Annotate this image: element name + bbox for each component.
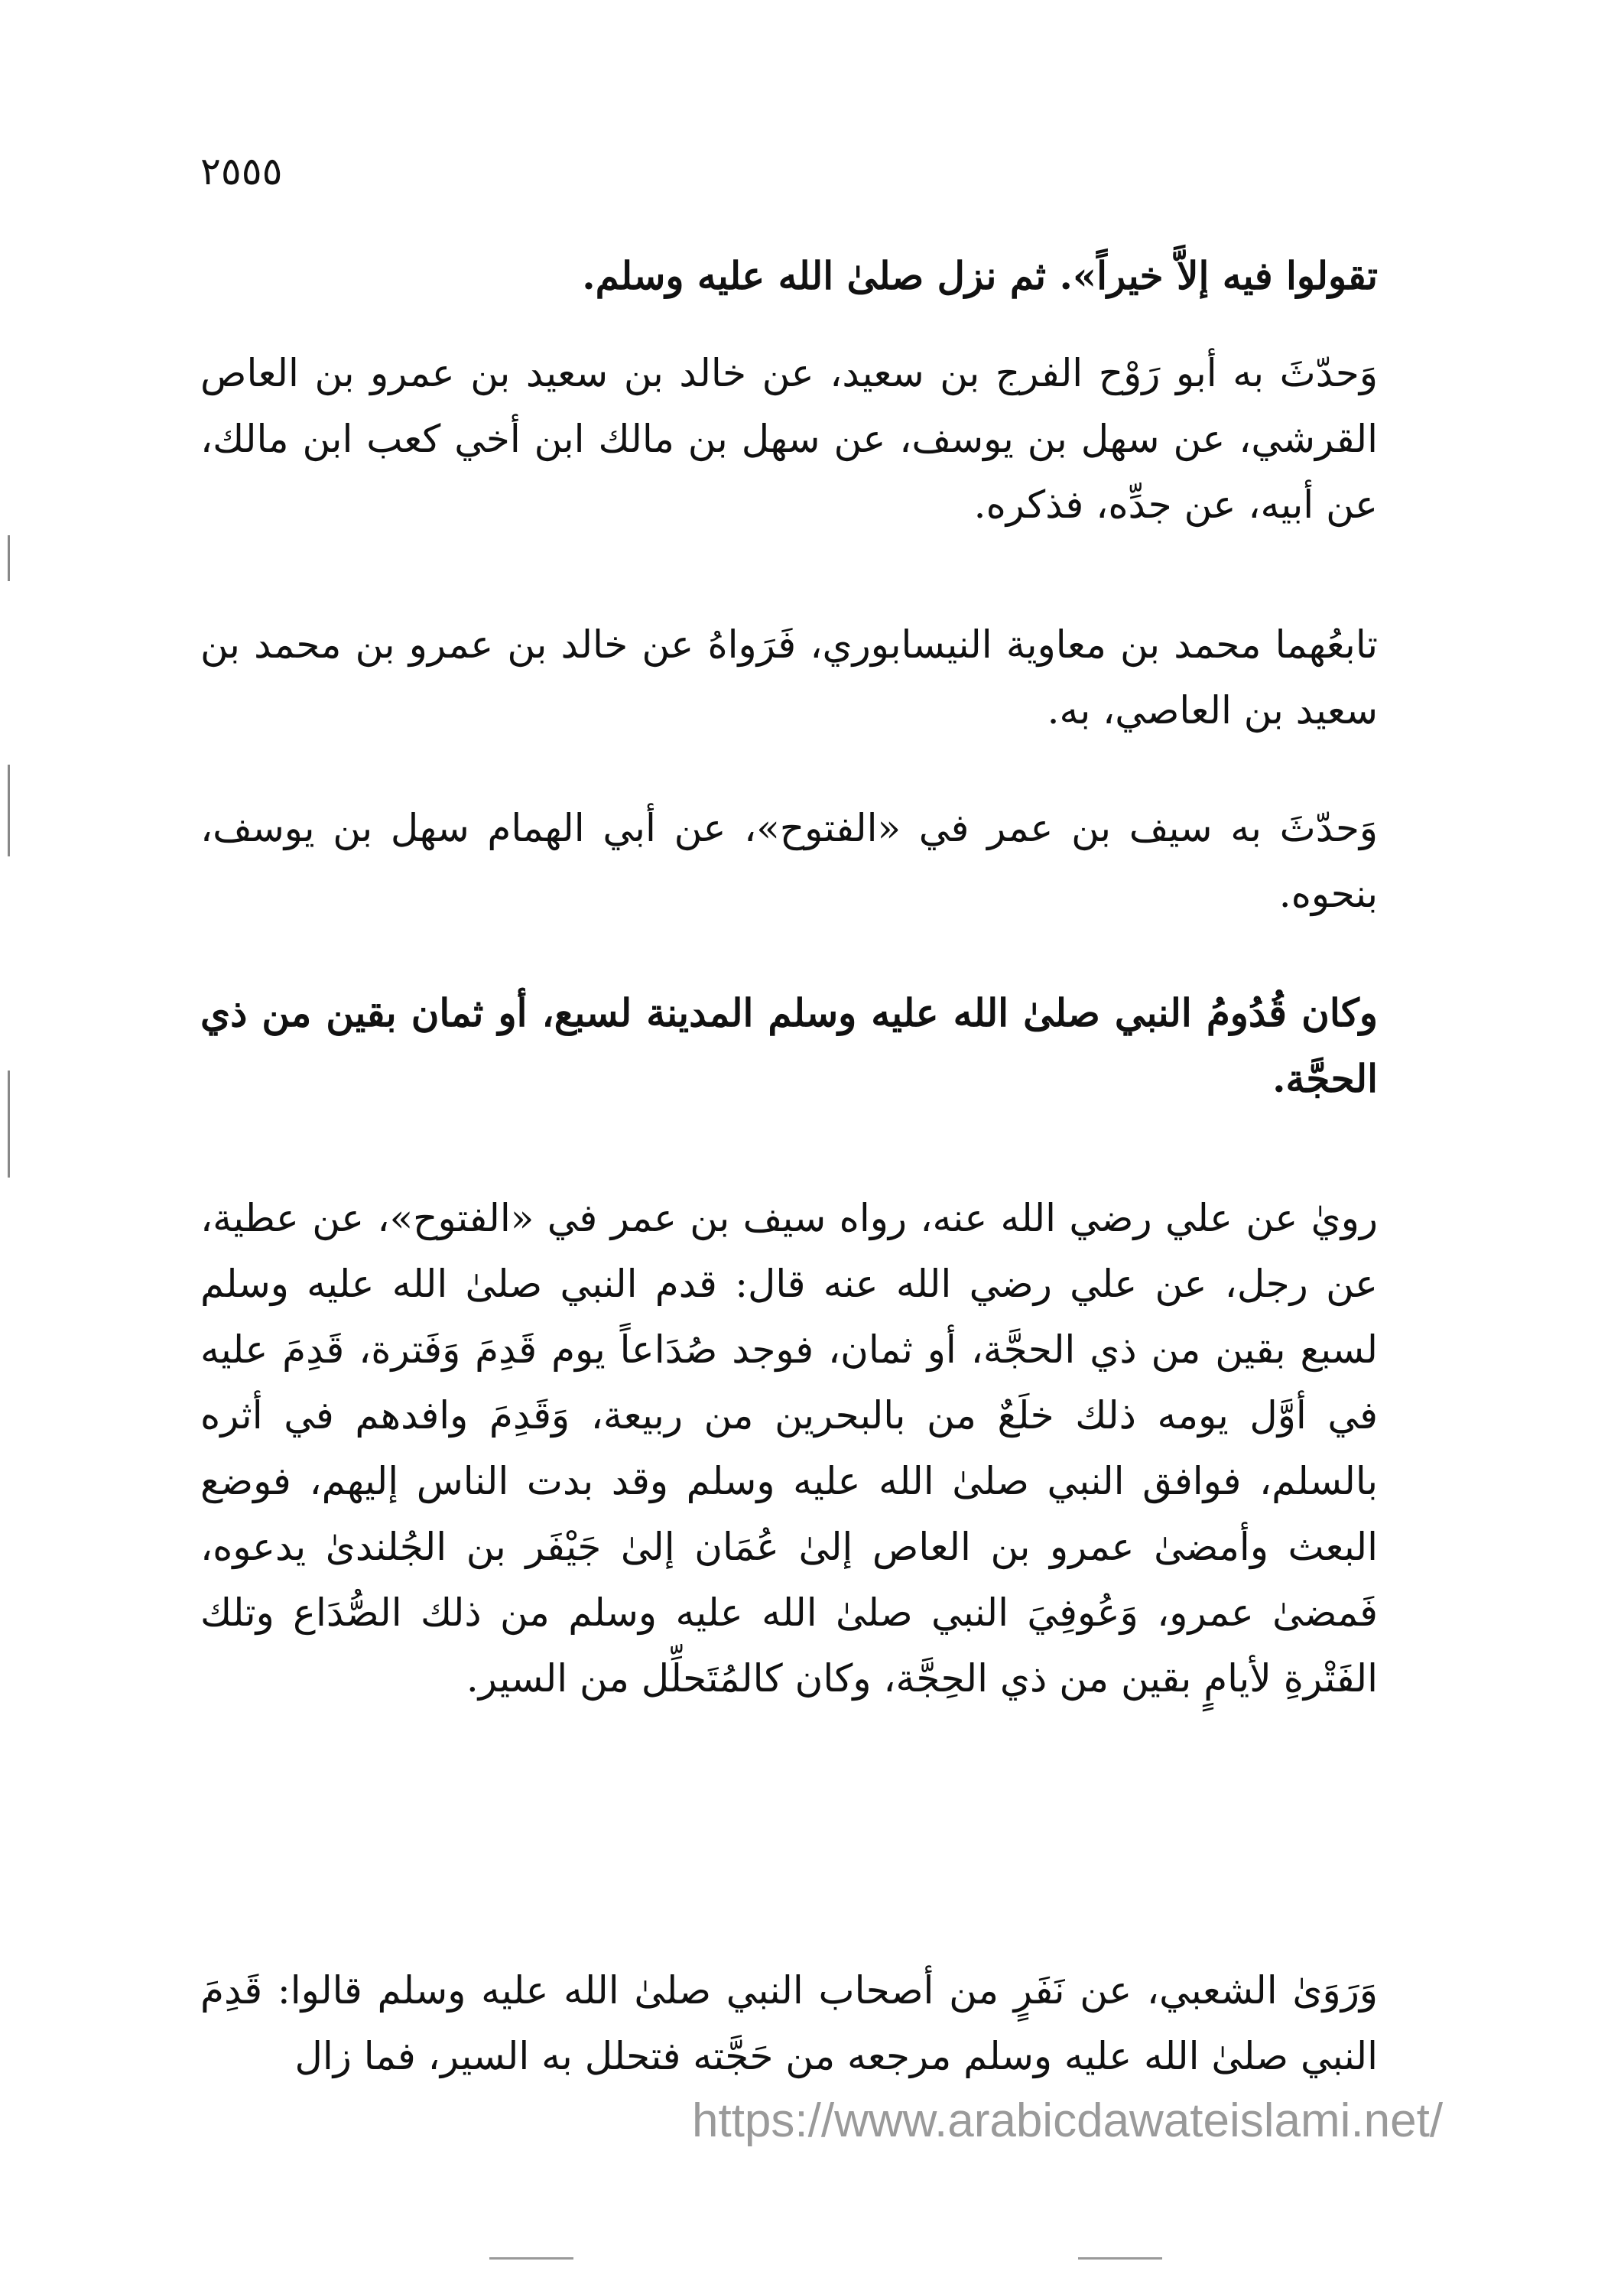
paragraph-text: وكان قُدُومُ النبي صلىٰ الله عليه وسلم المدينة لسبع، أو ثمان بقين من ذي الحجَّة.	[200, 990, 1378, 1101]
paragraph-text: تابعُهما محمد بن معاوية النيسابوري، فَرَواهُ عن خالد بن عمرو بن محمد بن سعيد بن العاصي، به.	[200, 622, 1378, 733]
page-number: ٢٥٥٥	[200, 149, 283, 193]
scan-margin-mark	[8, 535, 10, 581]
paragraph-text: رويٰ عن علي رضي الله عنه، رواه سيف بن عمر في «الفتوح»، عن عطية، عن رجل، عن علي رضي الله عنه قال: قدم النبي صلىٰ الله عليه وسلم لسبع بقين من ذي الحجَّة، أو ثمان، فوجد صُدَاعاً يوم قَدِمَ وَفَترة، قَدِمَ عليه في أوَّل يومه ذلك خلَعٌ من بالبحرين من ربيعة، وَقَدِمَ وافدهم في أثره بالسلم، فوافق النبي صلىٰ الله عليه وسلم وقد بدت الناس إليهم، فوضع البعث وأمضىٰ عمرو بن العاص إلىٰ عُمَان إلىٰ جَيْفَر بن الجُلندىٰ يدعوه، فَمضىٰ عمرو، وَعُوفِيَ النبي صلىٰ الله عليه وسلم من ذلك الصُّدَاع وتلك الفَتْرةِ لأيامٍ بقين من ذي الحِجَّة، وكان كالمُتَحلِّل من السير.	[200, 1196, 1378, 1701]
watermark-url: https://www.arabicdawateislami.net/	[692, 2094, 1444, 2147]
paragraph-6	[200, 1185, 1378, 1711]
scan-margin-mark	[8, 1071, 10, 1178]
paragraph-text: وَرَوَىٰ الشعبي، عن نَفَرٍ من أصحاب النبي صلىٰ الله عليه وسلم قالوا: قَدِمَ النبي صلىٰ الله عليه وسلم مرجعه من حَجَّته فتحلل به السير، فما زال	[200, 1968, 1378, 2078]
paragraph-5	[200, 980, 1378, 1112]
paragraph-text: وَحدّثَ به سيف بن عمر في «الفتوح»، عن أبي الهمام سهل بن يوسف، بنحوه.	[200, 806, 1378, 916]
paragraph-2	[200, 340, 1378, 538]
paragraph-text: تقولوا فيه إلاَّ خيراً». ثم نزل صلىٰ الله عليه وسلم.	[582, 253, 1378, 298]
scan-margin-mark	[8, 765, 10, 856]
paragraph-7	[200, 1957, 1378, 2089]
paragraph-text: وَحدّثَ به أبو رَوْح الفرج بن سعيد، عن خالد بن سعيد بن عمرو بن العاص القرشي، عن سهل بن يوسف، عن سهل بن مالك ابن أخي كعب ابن مالك، عن أبيه، عن جدِّه، فذكره.	[200, 351, 1378, 527]
paragraph-4	[200, 795, 1378, 927]
paragraph-1	[200, 243, 1378, 309]
scan-footer-rule	[489, 2257, 573, 2260]
paragraph-3	[200, 612, 1378, 743]
scan-footer-rule	[1078, 2257, 1162, 2260]
